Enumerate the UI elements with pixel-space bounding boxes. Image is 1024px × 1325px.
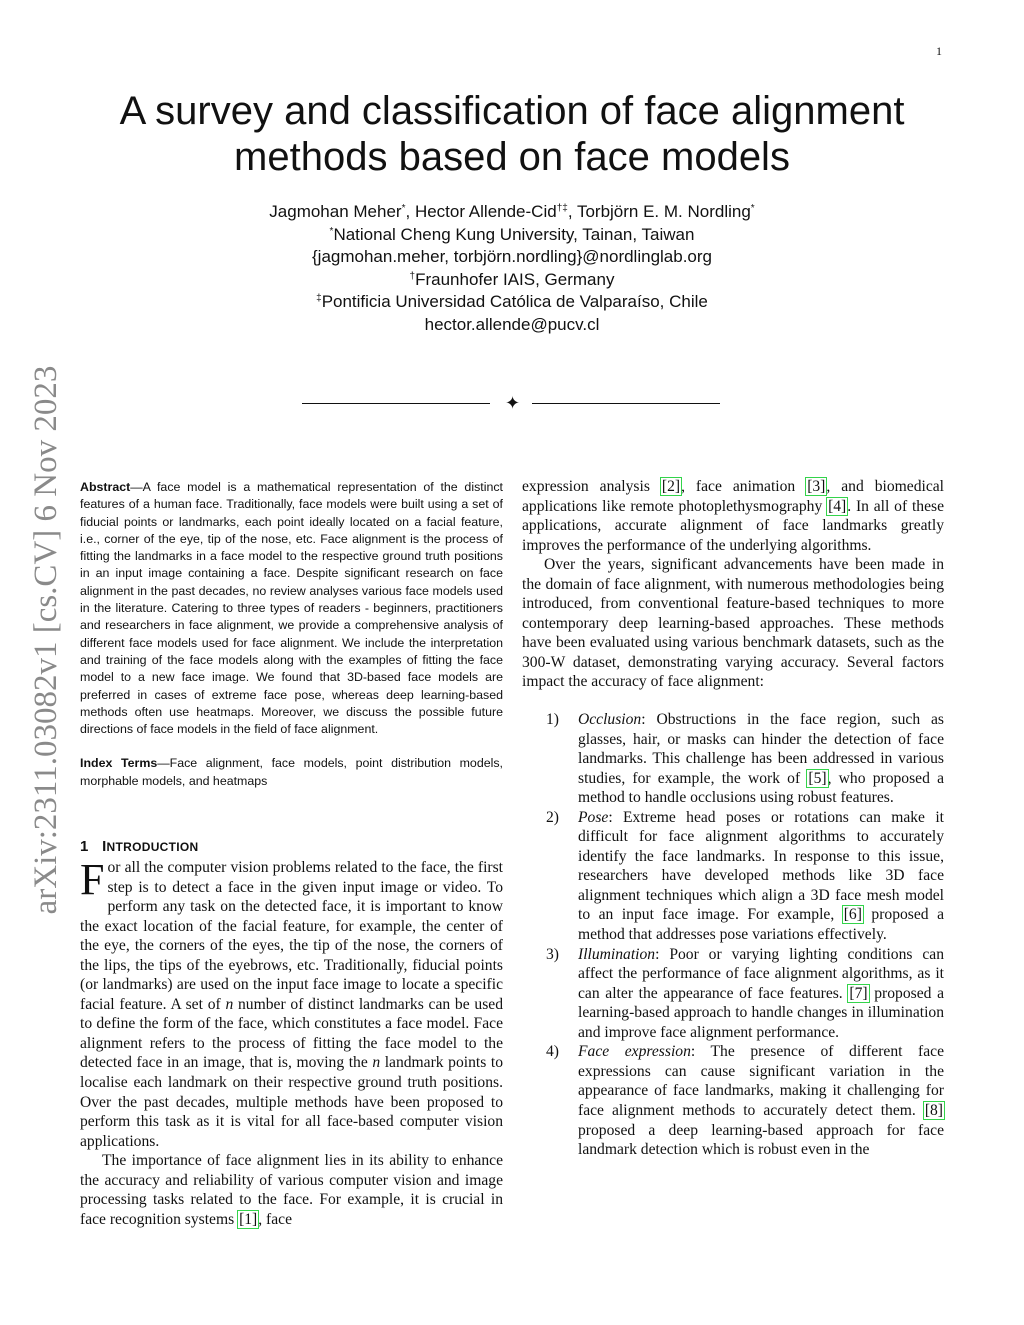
factor-list xyxy=(522,710,944,1160)
affiliation-text: {jagmohan.meher, torbjörn.nordling}@nordlinglab.org xyxy=(311,247,712,266)
drop-cap: F xyxy=(80,855,105,904)
body-text: The importance of face alignment lies in its ability to enhance the accuracy and reliability of various computer vision and image processing tasks related to the face. For example, it is crucial in face recognition systems xyxy=(80,1152,503,1228)
body-text: number of distinct landmarks can be used to define the form of the face, which constitutes a face model. Face alignment refers to the process of fitting the face model to the detected face in an image, that is, moving the xyxy=(80,995,503,1072)
list-number: 2) xyxy=(546,808,559,826)
affiliation-mark: * xyxy=(401,203,406,214)
author-block xyxy=(0,201,1024,336)
section-number: 1 xyxy=(80,838,89,855)
body-text: : Poor or varying lighting conditions can affect the performance of face alignment algorithms, as it can alter the appearance of face features. xyxy=(578,945,944,1002)
divider-line xyxy=(532,403,720,404)
title-line: methods based on face models xyxy=(234,135,790,179)
body-text: , face xyxy=(258,1210,293,1228)
list-item xyxy=(522,945,944,1043)
author-list xyxy=(0,201,1024,224)
diamond-icon: ✦ xyxy=(505,393,521,413)
affiliation-text: National Cheng Kung University, Tainan, Taiwan xyxy=(333,224,695,244)
citation-link[interactable]: [5] xyxy=(808,769,827,787)
italic-text: Illumination xyxy=(578,945,656,963)
title-line: A survey and classification of face alignment xyxy=(119,89,905,133)
affiliation-text: hector.allende@pucv.cl xyxy=(424,314,600,334)
list-item xyxy=(522,808,944,945)
section-divider xyxy=(302,393,722,413)
affiliation-mark: † xyxy=(409,270,416,282)
body-text: . In all of these applications, accurate alignment of face landmarks greatly improves the performance of the underlying algorithms. xyxy=(522,497,944,554)
body-text: Over the years, significant advancements have been made in the domain of face alignment, with numerous methodologies being introduced, from conventional feature-based techniques to more contemporary deep learning-based approaches. These methods have been evaluated using various benchmark datasets, such as the 300-W dataset, demonstrating varying accuracy. Several factors impact the accuracy of face alignment: xyxy=(522,556,944,691)
affiliation-line xyxy=(0,291,1024,314)
body-text: , who proposed a method to handle occlusions using robust features. xyxy=(578,769,944,807)
index-terms-label: Index Terms xyxy=(80,756,158,771)
section-title-initial: I xyxy=(102,838,107,855)
body-text: : Obstructions in the face region, such as glasses, hair, or masks can hinder the detection of face landmarks. This challenge has been addressed in various studies, for example, the work of xyxy=(578,711,944,787)
section-title xyxy=(102,838,198,855)
citation-link[interactable]: [2] xyxy=(661,478,681,495)
left-column-body xyxy=(80,855,503,1229)
index-terms-text: —Face alignment, face models, point distribution models, morphable models, and heatmaps xyxy=(80,756,503,788)
affiliation-text: Pontificia Universidad Católica de Valparaíso, Chile xyxy=(321,292,708,311)
body-text: proposed a deep learning-based approach for face landmark detection which is robust even in the xyxy=(578,1121,944,1159)
affiliation-mark: †‡ xyxy=(556,203,568,214)
citation-link[interactable]: [8] xyxy=(924,1101,943,1119)
italic-text: Face expression xyxy=(578,1043,691,1061)
list-number: 1) xyxy=(546,711,559,729)
page-number: 1 xyxy=(936,44,942,58)
abstract-paragraph xyxy=(80,479,503,738)
abstract xyxy=(80,479,503,807)
section-heading xyxy=(80,838,199,855)
index-terms xyxy=(80,755,503,790)
body-text: , face animation xyxy=(681,478,807,495)
body-text: or all the computer vision problems related to the face, the first step is to detect a face in the given input image or video. To perform any task on the detected face, it is important to know the exact location of the facial feature, for example, the center of the eye, the corners of the eyes, the tip of the nose, the corners of the lips, the tips of the eyebrows, etc. Traditionally, fiducial points (or landmarks) are used on the input face image to locate a specific facial feature. A set of xyxy=(80,859,503,1013)
paragraph xyxy=(80,1151,503,1229)
citation-link[interactable]: [1] xyxy=(239,1210,258,1228)
affiliation-mark: ‡ xyxy=(316,293,322,304)
body-text: , and biomedical applications like remote photoplethysmography xyxy=(522,478,945,515)
italic-text: n xyxy=(225,995,234,1013)
body-text: proposed a learning-based approach to handle changes in illumination and improve face alignment performance. xyxy=(578,984,945,1041)
list-number: 3) xyxy=(546,945,559,963)
list-number: 4) xyxy=(546,1043,559,1061)
affiliation-mark: * xyxy=(329,225,334,237)
arxiv-identifier-stamp: arXiv:2311.03082v1 [cs.CV] 6 Nov 2023 xyxy=(28,365,64,915)
body-text: : The presence of different face expressions can cause significant variation in the appearance of face landmarks, making it challenging for face alignment methods to accurately detect them. xyxy=(578,1043,944,1119)
affiliation-line xyxy=(0,246,1024,269)
italic-text: Occlusion xyxy=(578,711,642,729)
affiliations xyxy=(0,224,1024,337)
abstract-label: Abstract xyxy=(80,480,131,494)
author-name: Jagmohan Meher xyxy=(269,202,402,221)
citation-link[interactable]: [4] xyxy=(828,497,847,515)
paragraph xyxy=(80,855,503,1151)
body-text: proposed a method that addresses pose variations effectively. xyxy=(578,906,945,944)
citation-link[interactable]: [6] xyxy=(843,906,862,924)
paragraph xyxy=(522,477,944,555)
citation-link[interactable]: [7] xyxy=(849,984,868,1002)
list-item xyxy=(522,1042,944,1159)
citation-link[interactable]: [3] xyxy=(807,478,826,495)
divider-line xyxy=(302,403,490,404)
author-name: , Hector Allende-Cid xyxy=(405,202,557,221)
paragraph xyxy=(522,555,944,692)
section-title-rest: NTRODUCTION xyxy=(106,840,199,854)
affiliation-line xyxy=(0,314,1024,337)
italic-text: Pose xyxy=(578,808,609,826)
affiliation-line xyxy=(0,224,1024,247)
paper-title xyxy=(0,88,1024,180)
author-name: , Torbjörn E. M. Nordling xyxy=(567,202,751,221)
right-paragraphs xyxy=(522,477,944,692)
affiliation-line xyxy=(0,269,1024,292)
abstract-text: —A face model is a mathematical representation of the distinct features of a human face. Traditionally, face models were built using a set of fiducial points or landmarks, each point ideally located on a facial feature, i.e., corner of the eye, tip of the nose, etc. Face alignment is the process of fitting the landmarks in a face model to the respective ground truth positions in an input image containing a face. Despite significant research on face alignment in the past decades, no review analyses various face models used in the literature. Catering to three types of readers - beginners, practitioners and researchers in face alignment, we provide a comprehensive analysis of different face models used for face alignment. We include the interpretation and training of the face models along with the examples of fitting the face model to a new face image. We found that 3D-based face models are preferred in cases of extreme face pose, whereas deep learning-based methods often use heatmaps. Moreover, we discuss the possible future directions of face models in the field of face alignment. xyxy=(80,480,503,737)
italic-text: n xyxy=(372,1054,381,1072)
right-column-body xyxy=(522,477,944,1160)
affiliation-text: Fraunhofer IAIS, Germany xyxy=(415,269,615,289)
affiliation-mark: * xyxy=(750,203,755,214)
body-text: expression analysis xyxy=(522,478,661,495)
body-text: : Extreme head poses or rotations can make it difficult for face alignment algorithms to accurately identify the face landmarks. In response to this issue, researchers have developed methods like 3D face alignment techniques which align a 3D face mesh model to an input face image. For example, xyxy=(578,808,944,924)
body-text: landmark points to localise each landmark on their respective ground truth positions. Over the past decades, multiple methods have been proposed to perform this task as it is vital for all face-based computer vision applications. xyxy=(80,1054,503,1150)
list-item xyxy=(522,710,944,808)
